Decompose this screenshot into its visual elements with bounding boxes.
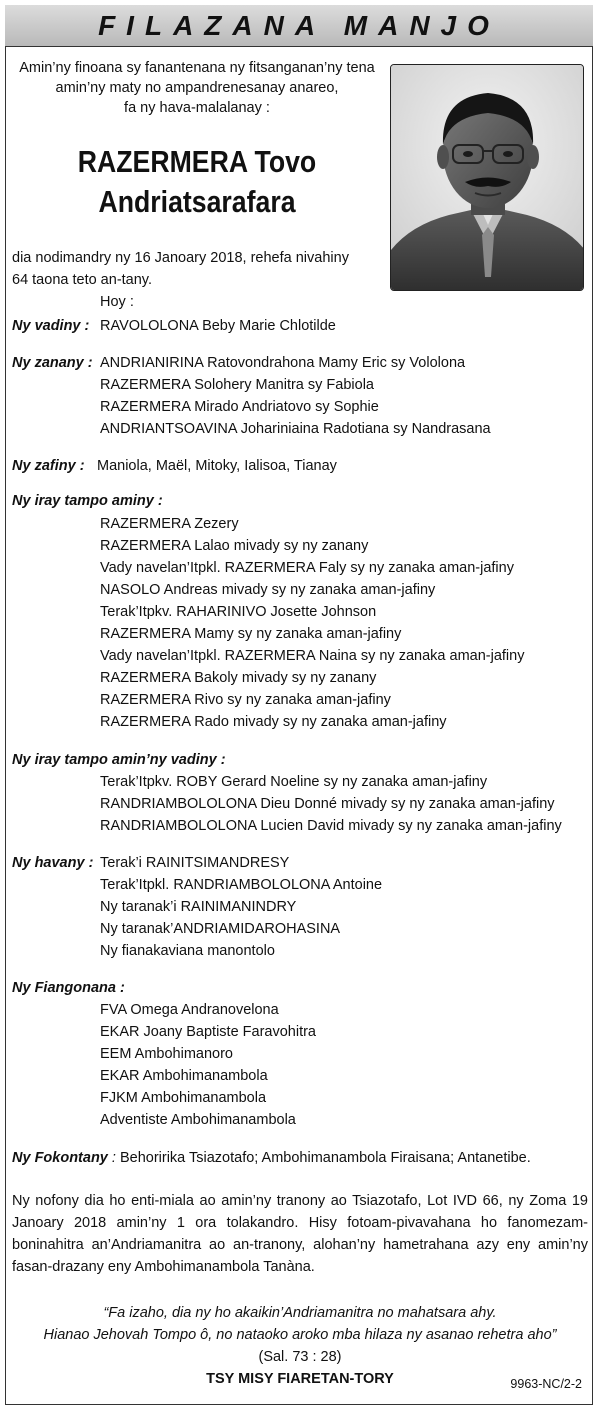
list-item: RAZERMERA Lalao mivady sy ny zanany: [100, 538, 369, 554]
quote-line-1: “Fa izaho, dia ny ho akaikin’Andriamanitra no mahatsara ahy.: [103, 1305, 497, 1321]
vady-value: RAVOLOLONA Beby Marie Chlotilde: [100, 318, 336, 334]
list-item: RAZERMERA Solohery Manitra sy Fabiola: [100, 377, 374, 393]
list-item: Vady navelan’Itpkl. RAZERMERA Naina sy ny zanaka aman-jafiny: [100, 648, 525, 664]
list-item: Ny taranak’i RAINIMANINDRY: [100, 899, 297, 915]
zafiny-value: Maniola, Maël, Mitoky, Ialisoa, Tianay: [97, 458, 337, 474]
list-item: ANDRIANTSOAVINA Johariniaina Radotiana sy Nandrasana: [100, 421, 491, 437]
list-item: Ny taranak’ANDRIAMIDAROHASINA: [100, 921, 341, 937]
zafiny-heading: [12, 455, 85, 477]
list-item: RANDRIAMBOLOLONA Lucien David mivady sy ny zanaka aman-jafiny: [100, 818, 562, 834]
zanany-label: Ny zanany: [12, 355, 84, 371]
list-item: FVA Omega Andranovelona: [100, 1002, 279, 1018]
deceased-portrait-photo: [390, 64, 584, 291]
list-item: Terak’Itpkv. ROBY Gerard Noeline sy ny zanaka aman-jafiny: [100, 774, 488, 790]
list-item: Terak’Itpkv. RAHARINIVO Josette Johnson: [100, 604, 377, 620]
deceased-name-line-1: RAZERMERA Tovo: [77, 144, 317, 179]
intro-line-3: fa ny hava-malalanay :: [124, 100, 270, 116]
list-item: EKAR Joany Baptiste Faravohitra: [100, 1024, 316, 1040]
quote-reference: (Sal. 73 : 28): [258, 1349, 342, 1365]
list-item: RAZERMERA Rivo sy ny zanaka aman-jafiny: [100, 692, 391, 708]
list-item: Ny fianakaviana manontolo: [100, 943, 275, 959]
notice-header: [5, 5, 593, 47]
intro-text: [12, 58, 382, 118]
intro-line-1: Amin’ny finoana sy fanantenana ny fitsanganan’ny tena: [19, 60, 375, 76]
intro-line-2: amin’ny maty no ampandrenesanay anareo,: [55, 80, 339, 96]
havany-label: Ny havany: [12, 855, 85, 871]
fokontany-colon: :: [107, 1150, 116, 1166]
fokontany-value: Behoririka Tsiazotafo; Ambohimanambola Firaisana; Antanetibe.: [119, 1150, 531, 1166]
quote-line-2: Hianao Jehovah Tompo ô, no nataoko aroko mba hilaza ny asanao rehetra aho”: [43, 1327, 557, 1343]
vady-label: Ny vadiny: [12, 318, 81, 334]
tampo-vadiny-label: Ny iray tampo amin’ny vadiny: [12, 752, 217, 768]
fokontany-row: [12, 1147, 531, 1169]
death-line-2: 64 taona teto an-tany.: [12, 272, 153, 288]
death-line-1: dia nodimandry ny 16 Janoary 2018, rehefa nivahiny: [12, 250, 349, 266]
notice-title: FILAZANA MANJO: [98, 9, 500, 41]
zafiny-label: Ny zafiny: [12, 458, 76, 474]
burial-paragraph: Ny nofony dia ho enti-miala ao amin’ny tranony ao Tsiazotafo, Lot IVD 66, ny Zoma 19 Janoary 2018 amin’ny 1 ora tolakandro. Hisy fotoam-pivavahana ho fanomezam-boninahitra an’Andriamanitra ao an-tranony, alohan’ny hametrahana azy eny amin’ny fasan-drazany eny Ambohimanambola Tanàna.: [12, 1193, 588, 1275]
fiangonana-heading: [12, 977, 125, 999]
list-item: RAZERMERA Bakoly mivady sy ny zanany: [100, 670, 377, 686]
list-item: RAZERMERA Mirado Andriatovo sy Sophie: [100, 399, 379, 415]
tampo-aminy-heading: [12, 490, 163, 512]
fiangonana-label: Ny Fiangonana: [12, 980, 116, 996]
zafiny-colon: :: [75, 458, 85, 474]
list-item: RAZERMERA Mamy sy ny zanaka aman-jafiny: [100, 626, 402, 642]
list-item: FJKM Ambohimanambola: [100, 1090, 267, 1106]
tampo-vadiny-colon: :: [216, 752, 226, 768]
hoy-label: Hoy :: [100, 294, 134, 310]
vady-row: [12, 315, 89, 337]
list-item: RANDRIAMBOLOLONA Dieu Donné mivady sy ny zanaka aman-jafiny: [100, 796, 555, 812]
zanany-heading: [12, 352, 93, 374]
list-item: Terak’Itpkl. RANDRIAMBOLOLONA Antoine: [100, 877, 383, 893]
deceased-name: [38, 142, 356, 222]
zanany-colon: :: [83, 355, 93, 371]
fokontany-label: Ny Fokontany: [12, 1150, 108, 1166]
tampo-aminy-label: Ny iray tampo aminy: [12, 493, 154, 509]
list-item: RAZERMERA Zezery: [100, 516, 239, 532]
portrait-image: [391, 65, 584, 291]
list-item: ANDRIANIRINA Ratovondrahona Mamy Eric sy Vololona: [100, 355, 466, 371]
list-item: Vady navelan’Itpkl. RAZERMERA Faly sy ny zanaka aman-jafiny: [100, 560, 514, 576]
fiangonana-colon: :: [115, 980, 125, 996]
list-item: NASOLO Andreas mivady sy ny zanaka aman-jafiny: [100, 582, 436, 598]
list-item: EEM Ambohimanoro: [100, 1046, 233, 1062]
list-item: Adventiste Ambohimanambola: [100, 1112, 296, 1128]
list-item: EKAR Ambohimanambola: [100, 1068, 268, 1084]
footer-note: TSY MISY FIARETAN-TORY: [206, 1371, 394, 1387]
list-item: Terak’i RAINITSIMANDRESY: [100, 855, 290, 871]
deceased-name-line-2: Andriatsarafara: [98, 184, 296, 219]
havany-heading: [12, 852, 93, 874]
notice-code: 9963-NC/2-2: [510, 1377, 582, 1391]
havany-colon: :: [84, 855, 94, 871]
vady-colon: :: [80, 318, 90, 334]
list-item: RAZERMERA Rado mivady sy ny zanaka aman-jafiny: [100, 714, 447, 730]
tampo-aminy-colon: :: [153, 493, 163, 509]
tampo-vadiny-heading: [12, 749, 226, 771]
